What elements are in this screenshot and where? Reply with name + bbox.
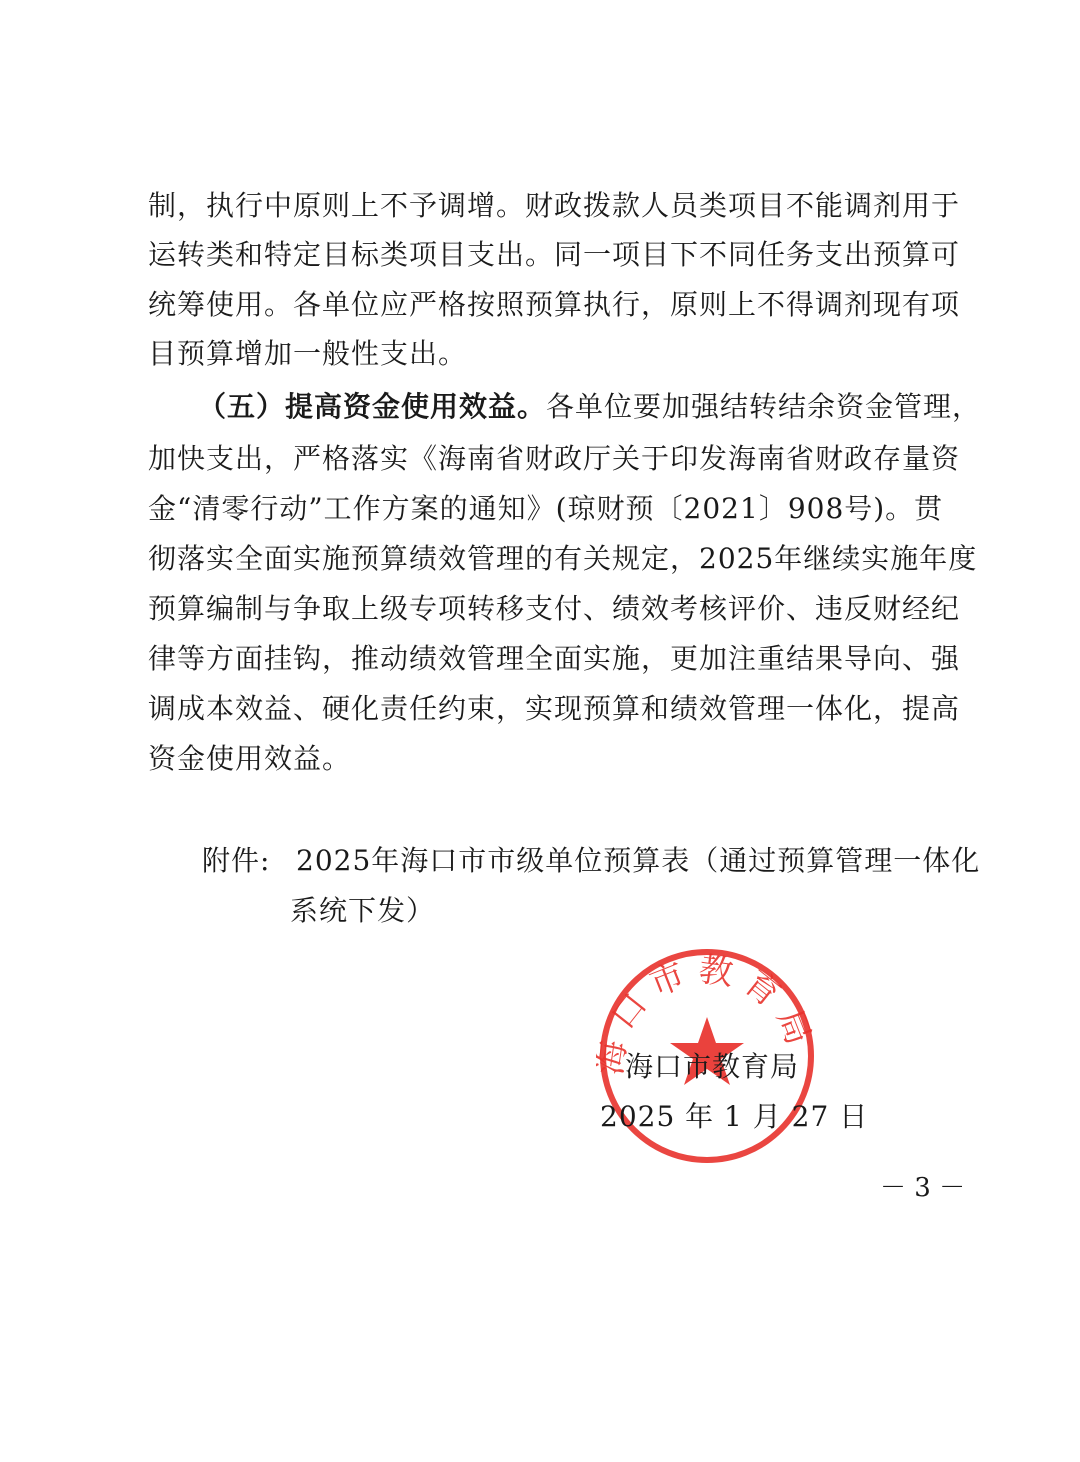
body-line: 金“清零行动”工作方案的通知》(琼财预〔2021〕908号)。贯 [148, 492, 944, 525]
body-line: 运转类和特定目标类项目支出。同一项目下不同任务支出预算可 [148, 238, 961, 271]
section-heading: （五）提高资金使用效益。 [198, 390, 547, 423]
signature-date: 2025 年 1 月 27 日 [600, 1100, 869, 1133]
svg-text:海口市教育局: 口市教育局 [603, 949, 818, 1060]
body-line: 目预算增加一般性支出。 [148, 337, 468, 370]
signature-org: 海口市教育局 [625, 1050, 800, 1083]
attachment-label: 附件: [202, 844, 271, 877]
body-line: 加快支出，严格落实《海南省财政厅关于印发海南省财政存量资 [148, 442, 961, 475]
attachment-text-cont: 系统下发） [290, 894, 436, 927]
body-line: 调成本效益、硬化责任约束，实现预算和绩效管理一体化，提高 [148, 692, 961, 725]
section-first-line [198, 388, 998, 426]
page-number: － 3 － [880, 1173, 966, 1203]
attachment-text: 2025年海口市市级单位预算表（通过预算管理一体化 [296, 844, 981, 877]
body-line: 制，执行中原则上不予调增。财政拨款人员类项目不能调剂用于 [148, 189, 961, 222]
body-line: 彻落实全面实施预算绩效管理的有关规定，2025年继续实施年度 [148, 542, 978, 575]
body-line: 统筹使用。各单位应严格按照预算执行，原则上不得调剂现有项 [148, 288, 961, 321]
body-line: 预算编制与争取上级专项转移支付、绩效考核评价、违反财经纪 [148, 592, 961, 625]
body-line: 律等方面挂钩，推动绩效管理全面实施，更加注重结果导向、强 [148, 642, 961, 675]
body-line: 资金使用效益。 [148, 742, 352, 775]
section-first-line-text: 各单位要加强结转结余资金管理， [546, 390, 982, 423]
